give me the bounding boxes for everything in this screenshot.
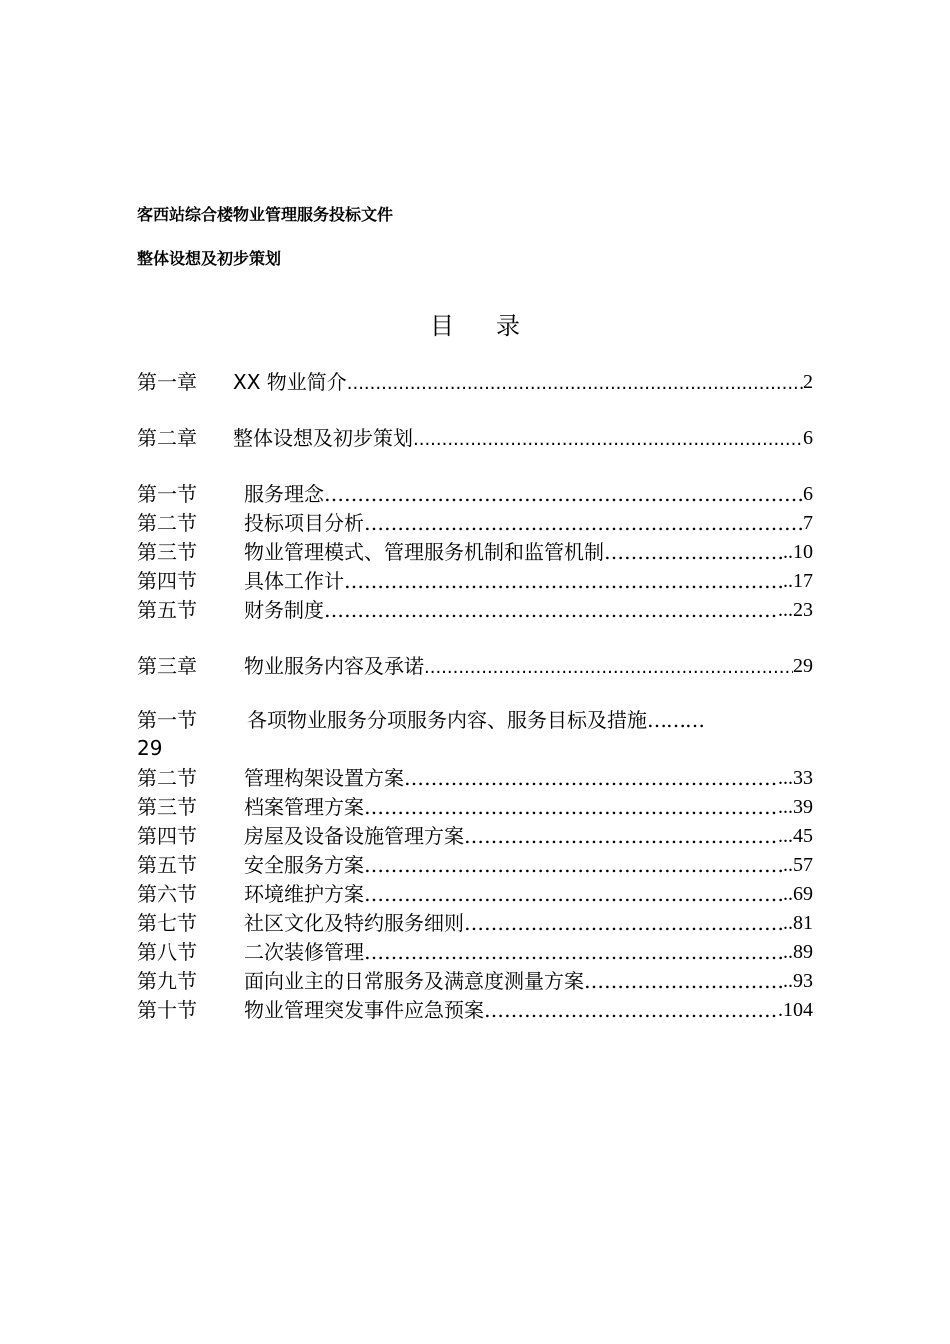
toc-section-number: 第一节	[137, 708, 197, 732]
toc-leader-dots	[413, 425, 803, 451]
toc-section-item[interactable]	[137, 594, 813, 623]
toc-leader-dots	[347, 369, 803, 395]
toc-section-item[interactable]	[137, 994, 813, 1023]
toc-page-number: ..57	[783, 854, 813, 876]
toc-heading: 目录	[430, 312, 562, 340]
toc-section-number: 第九节	[137, 969, 197, 993]
toc-section-title: 服务理念	[244, 482, 324, 506]
toc-section-item[interactable]	[137, 706, 817, 762]
toc-section-title: 档案管理方案	[244, 795, 364, 819]
toc-section-number: 第二节	[137, 511, 197, 535]
toc-page-number: 7	[803, 512, 813, 534]
toc-section-title: 二次装修管理	[244, 940, 364, 964]
toc-leader-dots	[584, 968, 783, 994]
toc-leader-dots	[324, 481, 803, 507]
toc-section-title: 管理构架设置方案	[244, 766, 404, 790]
toc-section-number: 第六节	[137, 882, 197, 906]
toc-page-number: ...23	[778, 599, 813, 621]
toc-chapter-number: 第三章	[137, 654, 197, 678]
document-title: 客西站综合楼物业管理服务投标文件	[137, 205, 394, 224]
toc-leader-dots	[404, 765, 778, 791]
toc-leader-dots	[364, 939, 783, 965]
toc-section-item[interactable]	[137, 878, 813, 907]
toc-chapter-1[interactable]	[137, 366, 813, 395]
toc-section-number: 第四节	[137, 824, 197, 848]
toc-section-item[interactable]	[137, 536, 813, 565]
toc-section-number: 第三节	[137, 540, 197, 564]
toc-section-item[interactable]	[137, 507, 813, 536]
toc-leader-dots	[424, 653, 793, 679]
toc-section-number: 第一节	[137, 482, 197, 506]
toc-page-number: ..93	[783, 970, 813, 992]
toc-page-number: ..81	[783, 912, 813, 934]
toc-section-title: 各项物业服务分项服务内容、服务目标及措施	[247, 708, 647, 732]
toc-page-number: ..10	[783, 541, 813, 563]
toc-section-item[interactable]	[137, 849, 813, 878]
toc-section-title: 投标项目分析	[244, 511, 364, 535]
toc-section-title: 物业管理突发事件应急预案	[244, 998, 484, 1022]
toc-section-item[interactable]	[137, 478, 813, 507]
toc-page-number: 29	[793, 655, 813, 677]
toc-chapter-3[interactable]	[137, 650, 813, 679]
toc-section-item[interactable]	[137, 965, 813, 994]
toc-section-title: 面向业主的日常服务及满意度测量方案	[244, 969, 584, 993]
toc-page-number: 2	[803, 371, 813, 393]
toc-leader-dots	[364, 852, 783, 878]
toc-leader-dots	[364, 794, 778, 820]
toc-section-item[interactable]	[137, 762, 813, 791]
document-subtitle: 整体设想及初步策划	[137, 249, 282, 268]
toc-leader-dots	[464, 910, 783, 936]
toc-section-number: 第三节	[137, 795, 197, 819]
toc-section-number: 第五节	[137, 598, 197, 622]
toc-page-number: 6	[803, 483, 813, 505]
toc-section-item[interactable]	[137, 791, 813, 820]
toc-section-number: 第十节	[137, 998, 197, 1022]
toc-section-item[interactable]	[137, 565, 813, 594]
toc-page-number: ...39	[778, 796, 813, 818]
toc-section-item[interactable]	[137, 907, 813, 936]
toc-page-number: .104	[778, 999, 813, 1021]
toc-section-number: 第七节	[137, 911, 197, 935]
toc-page-number: ...45	[778, 825, 813, 847]
toc-section-title: 环境维护方案	[244, 882, 364, 906]
toc-chapter-title: 物业服务内容及承诺	[244, 654, 424, 678]
toc-section-title: 物业管理模式、管理服务机制和监管机制	[244, 540, 604, 564]
toc-section-title: 社区文化及特约服务细则	[244, 911, 464, 935]
toc-page-number: ..89	[783, 941, 813, 963]
toc-page-number: 29	[137, 736, 163, 760]
toc-page-number: ...33	[778, 767, 813, 789]
toc-page-number: ..69	[783, 883, 813, 905]
toc-leader-dots	[364, 510, 803, 536]
toc-section-title: 安全服务方案	[244, 853, 364, 877]
toc-chapter-title: 整体设想及初步策划	[233, 426, 413, 450]
toc-leader-dots	[344, 568, 783, 594]
toc-section-title: 具体工作计	[244, 569, 344, 593]
toc-section-number: 第二节	[137, 766, 197, 790]
toc-section-number: 第四节	[137, 569, 197, 593]
toc-leader-dots	[324, 597, 778, 623]
toc-section-number: 第八节	[137, 940, 197, 964]
toc-leader-dots: ………	[647, 708, 704, 732]
toc-chapter-title: XX 物业简介	[233, 370, 347, 394]
toc-page-number: 6	[803, 427, 813, 449]
toc-chapter-number: 第一章	[137, 370, 197, 394]
toc-section-item[interactable]	[137, 820, 813, 849]
toc-section-item[interactable]	[137, 936, 813, 965]
toc-page-number: ..17	[783, 570, 813, 592]
toc-leader-dots	[464, 823, 778, 849]
toc-leader-dots	[484, 997, 778, 1023]
toc-leader-dots	[604, 539, 783, 565]
toc-section-number: 第五节	[137, 853, 197, 877]
toc-chapter-number: 第二章	[137, 426, 197, 450]
toc-leader-dots	[364, 881, 783, 907]
toc-section-title: 房屋及设备设施管理方案	[244, 824, 464, 848]
toc-chapter-2[interactable]	[137, 422, 813, 451]
toc-section-title: 财务制度	[244, 598, 324, 622]
